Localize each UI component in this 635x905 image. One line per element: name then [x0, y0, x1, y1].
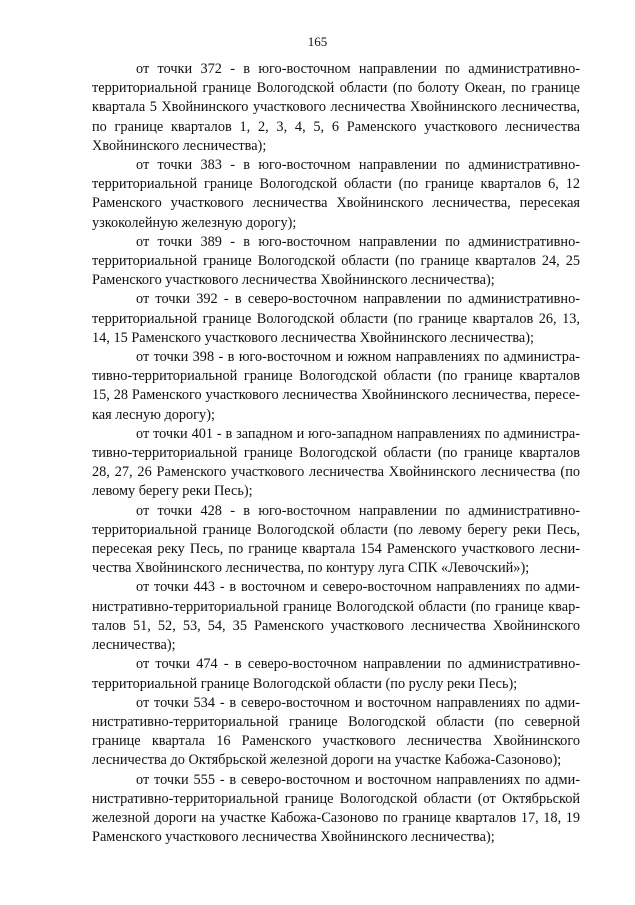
paragraph-point-392: от точки 392 - в северо-восточном направлении по административно-территориальной границе Вологодской области (по границе кварталов 26, 13, 14, 15 Раменского участкового лесничества Хвойнинского лесничества); [92, 291, 580, 346]
paragraph-point-443: от точки 443 - в восточном и северо-восточном направлениях по административно-территориальной границе Вологодской области (по границе кварталов 51, 52, 53, 54, 35 Раменского участкового лесничества Хвойнинского лесничества); [92, 579, 580, 654]
paragraph-point-398: от точки 398 - в юго-восточном и южном направлениях по административно-территориальной границе Вологодской области (по границе кварталов 15, 28 Раменского участкового лесничества Хвойнинского лесничества, пересекая лесную дорогу); [92, 349, 580, 423]
paragraph-point-383: от точки 383 - в юго-восточном направлении по административно-территориальной границе Вологодской области (по границе кварталов 6, 12 Раменского участкового лесничества Хвойнинского лесничества, пересекая узкоколейную железную дорогу); [92, 157, 580, 231]
paragraph-point-389: от точки 389 - в юго-восточном направлении по административно-территориальной границе Вологодской области (по границе кварталов 24, 25 Раменского участкового лесничества Хвойнинского лесничества); [92, 233, 580, 289]
page-number: 165 [307, 34, 328, 49]
paragraph-point-428: от точки 428 - в юго-восточном направлении по административно-территориальной границе Вологодской области (по левому берегу реки Песь, пересекая реку Песь, по границе квартала 154 Раменского участкового лесничества Хвойнинского лесничества, по контуру луга СПК «Левочский»); [92, 502, 580, 577]
document-body [92, 60, 580, 847]
paragraph-point-401: от точки 401 - в западном и юго-западном направлениях по административно-территориальной границе Вологодской области (по границе кварталов 28, 27, 26 Раменского участкового лесничества Хвойнинского лесничества (по левому берегу реки Песь); [92, 425, 580, 500]
paragraph-point-372: от точки 372 - в юго-восточном направлении по административно-территориальной границе Вологодской области (по болоту Океан, по границе квартала 5 Хвойнинского участкового лесничества Хвойнинского лесничества, по границе кварталов 1, 2, 3, 4, 5, 6 Раменского участкового лесничества Хвойнинского лесничества); [92, 61, 580, 154]
paragraph-point-534: от точки 534 - в северо-восточном и восточном направлениях по административно-территориальной границе Вологодской области (по северной границе квартала 16 Раменского участкового лесничества Хвойнинского лесничества до Октябрьской железной дороги на участке Кабожа-Сазоново); [92, 694, 580, 769]
paragraph-point-555: от точки 555 - в северо-восточном и восточном направлениях по административно-территориальной границе Вологодской области (от Октябрьской железной дороги на участке Кабожа-Сазоново по границе кварталов 17, 18, 19 Раменского участкового лесничества Хвойнинского лесничества); [92, 771, 580, 846]
paragraph-point-474: от точки 474 - в северо-восточном направлении по административно-территориальной границе Вологодской области (по руслу реки Песь); [92, 656, 580, 692]
